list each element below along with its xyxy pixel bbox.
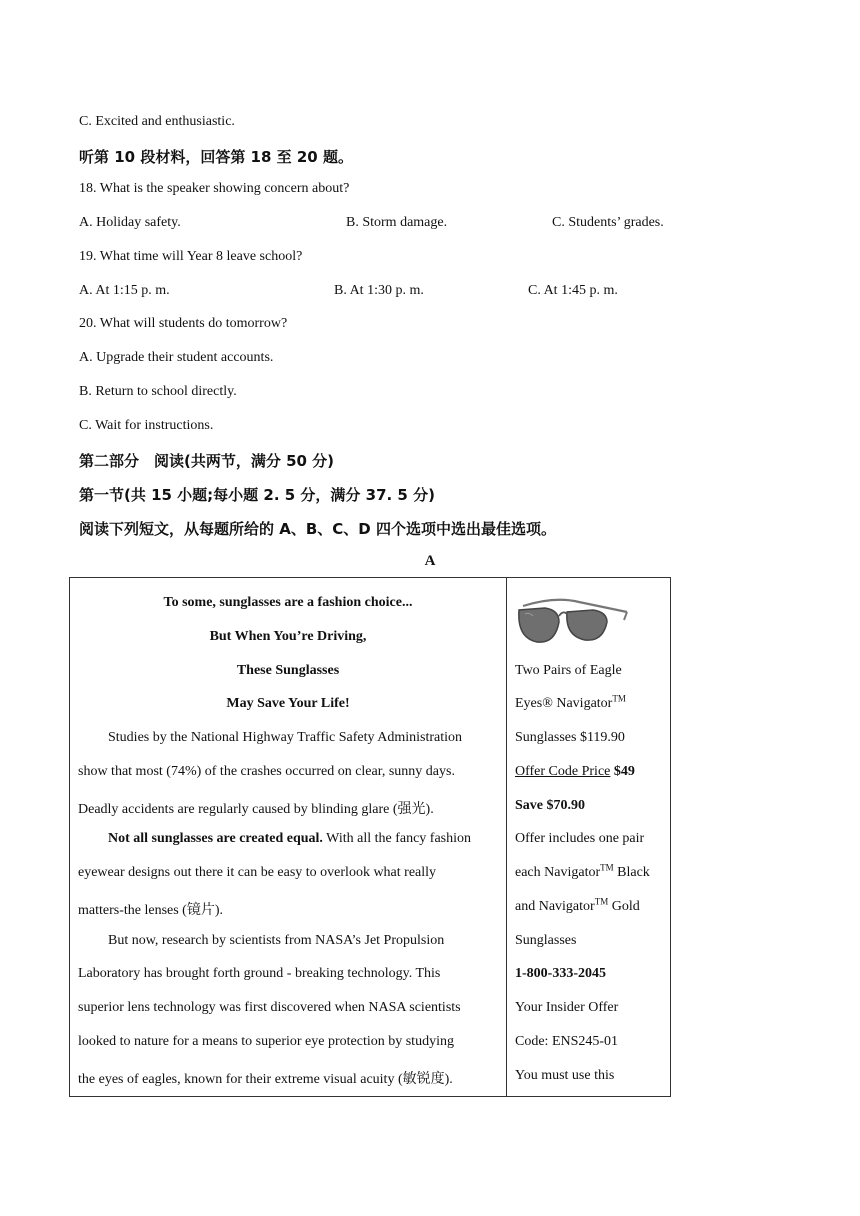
offer-price-line	[515, 764, 665, 780]
trademark: TM	[594, 896, 609, 907]
product-line	[515, 693, 665, 712]
offer-code-label: Offer Code Price	[515, 764, 611, 779]
q19-option-b: B. At 1:30 p. m.	[334, 283, 424, 298]
trademark: TM	[600, 862, 614, 873]
ad-body-text: With all the fancy fashion	[326, 831, 472, 846]
product-name: Eyes® Navigator	[515, 696, 613, 711]
ad-body-line: But now, research by scientists from NASA’s Jet Propulsion	[108, 933, 445, 948]
ad-body-line: looked to nature for a means to superior eye protection by studying	[78, 1034, 454, 1049]
section1-heading: 第一节(共 15 小题;每小题 2. 5 分，满分 37. 5 分)	[79, 486, 435, 504]
q19-option-a: A. At 1:15 p. m.	[79, 283, 170, 298]
navigator-black: each Navigator	[515, 865, 601, 880]
q20-option-b: B. Return to school directly.	[79, 384, 237, 399]
insider-offer: Your Insider Offer	[515, 1000, 619, 1015]
q18-option-c: C. Students’ grades.	[552, 215, 664, 230]
ad-body-line: Studies by the National Highway Traffic Safety Administration	[108, 730, 462, 745]
navigator-black-suffix: Black	[613, 865, 650, 880]
insider-code: Code: ENS245-01	[515, 1034, 619, 1049]
ad-headline-2: But When You’re Driving,	[209, 629, 367, 644]
q20-question: 20. What will students do tomorrow?	[79, 316, 288, 331]
q17-option-c: C. Excited and enthusiastic.	[79, 114, 235, 129]
q20-option-a: A. Upgrade their student accounts.	[79, 350, 274, 365]
ad-body-line: the eyes of eagles, known for their extreme visual acuity (敏锐度).	[78, 1072, 453, 1087]
section10-heading: 听第 10 段材料，回答第 18 至 20 题。	[79, 148, 353, 166]
offer-includes	[515, 862, 665, 881]
q18-question: 18. What is the speaker showing concern about?	[79, 181, 350, 196]
part2-heading: 第二部分 阅读(共两节，满分 50 分)	[79, 452, 335, 470]
q19-option-c: C. At 1:45 p. m.	[528, 283, 618, 298]
instructions: 阅读下列短文，从每题所给的 A、B、C、D 四个选项中选出最佳选项。	[79, 520, 556, 538]
ad-body-line: Deadly accidents are regularly caused by blinding glare (强光).	[78, 802, 434, 817]
ad-body-line: matters-the lenses (镜片).	[78, 903, 224, 918]
ad-body-line: Laboratory has brought forth ground - breaking technology. This	[78, 966, 441, 981]
save-amount	[515, 798, 665, 814]
offer-price: $49	[613, 764, 635, 779]
ad-body-line: show that most (74%) of the crashes occurred on clear, sunny days.	[78, 764, 455, 779]
phone-number	[515, 966, 665, 982]
ad-headline-1: To some, sunglasses are a fashion choice...	[163, 595, 413, 610]
q18-option-a: A. Holiday safety.	[79, 215, 181, 230]
product-line: Two Pairs of Eagle	[515, 663, 622, 678]
sunglasses-image	[515, 592, 630, 648]
offer-includes: Offer includes one pair	[515, 831, 645, 846]
offer-includes: Sunglasses	[515, 933, 577, 948]
phone-text: 1-800-333-2045	[515, 966, 606, 981]
save-text: Save $70.90	[515, 798, 585, 813]
ad-headline-4: May Save Your Life!	[226, 696, 350, 711]
passage-label: A	[424, 553, 436, 569]
ad-table	[69, 577, 671, 1097]
navigator-gold: and Navigator	[515, 899, 595, 914]
navigator-gold-suffix: Gold	[608, 899, 640, 914]
ad-headline-3: These Sunglasses	[236, 663, 340, 678]
bold-lead: Not all sunglasses are created equal.	[108, 831, 323, 846]
offer-includes	[515, 896, 665, 915]
q20-option-c: C. Wait for instructions.	[79, 418, 214, 433]
q19-question: 19. What time will Year 8 leave school?	[79, 249, 303, 264]
q18-option-b: B. Storm damage.	[346, 215, 448, 230]
ad-body-line	[78, 831, 528, 847]
ad-body-line: eyewear designs out there it can be easy to overlook what really	[78, 865, 437, 880]
list-price: Sunglasses $119.90	[515, 730, 625, 745]
ad-body-line: superior lens technology was first discovered when NASA scientists	[78, 1000, 461, 1015]
trademark: TM	[612, 693, 626, 704]
must-use-note: You must use this	[515, 1068, 615, 1083]
